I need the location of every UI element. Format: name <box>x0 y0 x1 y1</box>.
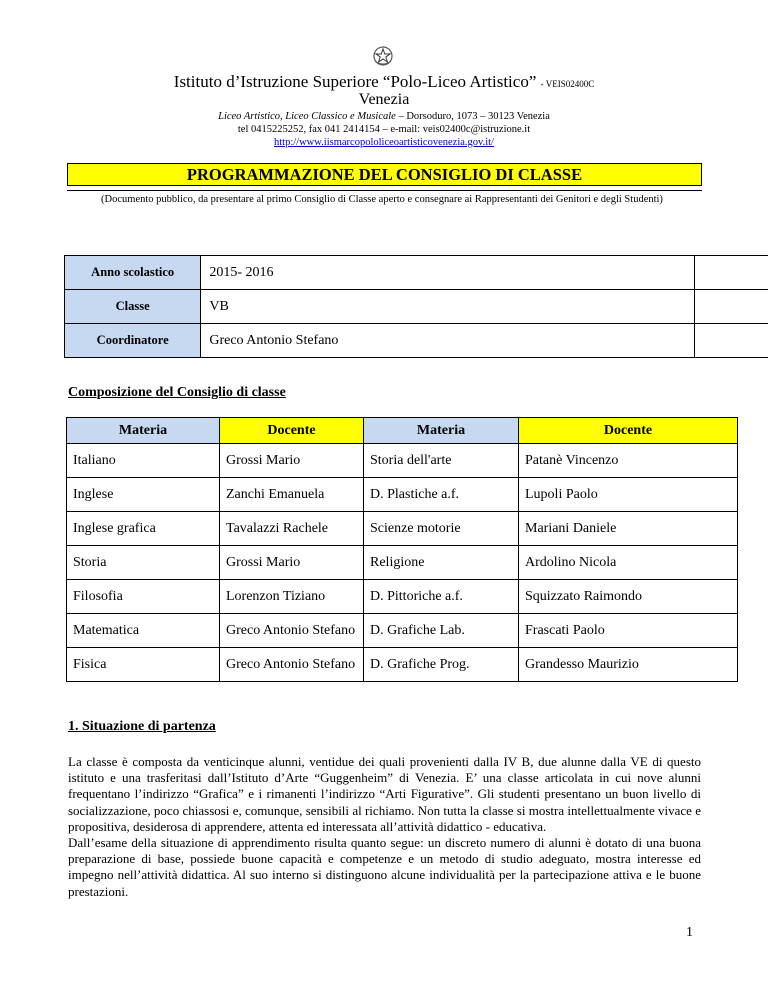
page-number: 1 <box>686 925 693 940</box>
subject-cell: D. Plastiche a.f. <box>364 478 519 512</box>
emblem-icon <box>371 44 395 68</box>
school-types: Liceo Artistico, Liceo Classico e Musicale <box>218 111 396 122</box>
table-row <box>67 648 738 682</box>
info-empty-cell <box>695 290 768 324</box>
document-note: (Documento pubblico, da presentare al primo Consiglio di Classe aperto e consegnare ai Rappresentanti dei Genitori e degli Studenti) <box>101 194 663 205</box>
subject-cell: D. Pittoriche a.f. <box>364 580 519 614</box>
info-row <box>65 290 768 324</box>
header-docente: Docente <box>220 418 364 444</box>
section-heading: 1. Situazione di partenza <box>68 719 216 734</box>
subject-cell: Scienze motorie <box>364 512 519 546</box>
table-row <box>67 444 738 478</box>
table-row <box>67 614 738 648</box>
subject-cell: D. Grafiche Prog. <box>364 648 519 682</box>
paragraph: La classe è composta da venticinque alunni, ventidue dei quali provenienti dalla IV B, due alunne dalla VE di questo istituto e una trasferitasi dall’Istituto d’Arte “Guggenheim” di Venezia. E’ una classe articolata in cui nove alunni frequentano l’indirizzo “Grafica” e i rimanenti l’indirizzo “Arti Figurative”. Gli studenti presentano un buon livello di socializzazione, poco chiassosi e, comunque, sensibili al richiamo. Non tutta la classe si mostra intellettualmente vivace e propositiva, desiderosa di apprendere, attenta ed interessata all’attività didattico - educativa. <box>68 754 701 834</box>
subject-cell: Inglese <box>67 478 220 512</box>
subject-cell: Inglese grafica <box>67 512 220 546</box>
info-empty-cell <box>695 324 768 358</box>
institute-contacts <box>0 110 768 149</box>
teacher-cell: Zanchi Emanuela <box>220 478 364 512</box>
teacher-cell: Grandesso Maurizio <box>519 648 738 682</box>
info-value: 2015- 2016 <box>201 256 695 290</box>
teacher-cell: Grossi Mario <box>220 444 364 478</box>
info-row <box>65 256 768 290</box>
banner-divider <box>67 190 702 191</box>
info-row <box>65 324 768 358</box>
header-materia: Materia <box>67 418 220 444</box>
header-docente: Docente <box>519 418 738 444</box>
teacher-cell: Squizzato Raimondo <box>519 580 738 614</box>
address: – Dorsoduro, 1073 – 30123 Venezia <box>395 111 550 122</box>
section-body <box>68 754 701 900</box>
teacher-cell: Greco Antonio Stefano <box>220 614 364 648</box>
info-value: VB <box>201 290 695 324</box>
institute-code: - VEIS02400C <box>540 79 595 89</box>
paragraph: Dall’esame della situazione di apprendimento risulta quanto segue: un discreto numero di alunni è dotato di una buona preparazione di base, possiede buone capacità e competenze e un metodo di studio adeguato, mostra interesse ed impegno nell’attività didattica. Al suo interno si distinguono alcune individualità per la partecipazione attiva e le buone prestazioni. <box>68 835 701 899</box>
institute-city: Venezia <box>358 91 410 108</box>
subject-cell: Fisica <box>67 648 220 682</box>
website-link[interactable]: http://www.iismarcopololiceoartisticovenezia.gov.it/ <box>274 137 494 148</box>
teacher-cell: Lupoli Paolo <box>519 478 738 512</box>
subject-cell: Religione <box>364 546 519 580</box>
composition-table <box>66 417 738 682</box>
info-label: Coordinatore <box>65 324 201 358</box>
class-info-table <box>64 255 768 358</box>
subject-cell: Storia dell'arte <box>364 444 519 478</box>
subject-cell: Storia <box>67 546 220 580</box>
info-empty-cell <box>695 256 768 290</box>
table-row <box>67 580 738 614</box>
teacher-cell: Lorenzon Tiziano <box>220 580 364 614</box>
composition-header-row <box>67 418 738 444</box>
subject-cell: Matematica <box>67 614 220 648</box>
institute-name: Istituto d’Istruzione Superiore “Polo-Liceo Artistico” <box>173 72 537 91</box>
teacher-cell: Tavalazzi Rachele <box>220 512 364 546</box>
teacher-cell: Greco Antonio Stefano <box>220 648 364 682</box>
table-row <box>67 546 738 580</box>
teacher-cell: Ardolino Nicola <box>519 546 738 580</box>
subject-cell: D. Grafiche Lab. <box>364 614 519 648</box>
header-materia: Materia <box>364 418 519 444</box>
info-label: Classe <box>65 290 201 324</box>
composition-heading: Composizione del Consiglio di classe <box>68 385 286 400</box>
teacher-cell: Mariani Daniele <box>519 512 738 546</box>
info-label: Anno scolastico <box>65 256 201 290</box>
subject-cell: Italiano <box>67 444 220 478</box>
teacher-cell: Frascati Paolo <box>519 614 738 648</box>
contact-line: tel 0415225252, fax 041 2414154 – e-mail: veis02400c@istruzione.it <box>237 124 531 135</box>
table-row <box>67 478 738 512</box>
table-row <box>67 512 738 546</box>
document-title-banner: PROGRAMMAZIONE DEL CONSIGLIO DI CLASSE <box>67 163 702 186</box>
info-value: Greco Antonio Stefano <box>201 324 695 358</box>
teacher-cell: Patanè Vincenzo <box>519 444 738 478</box>
subject-cell: Filosofia <box>67 580 220 614</box>
teacher-cell: Grossi Mario <box>220 546 364 580</box>
